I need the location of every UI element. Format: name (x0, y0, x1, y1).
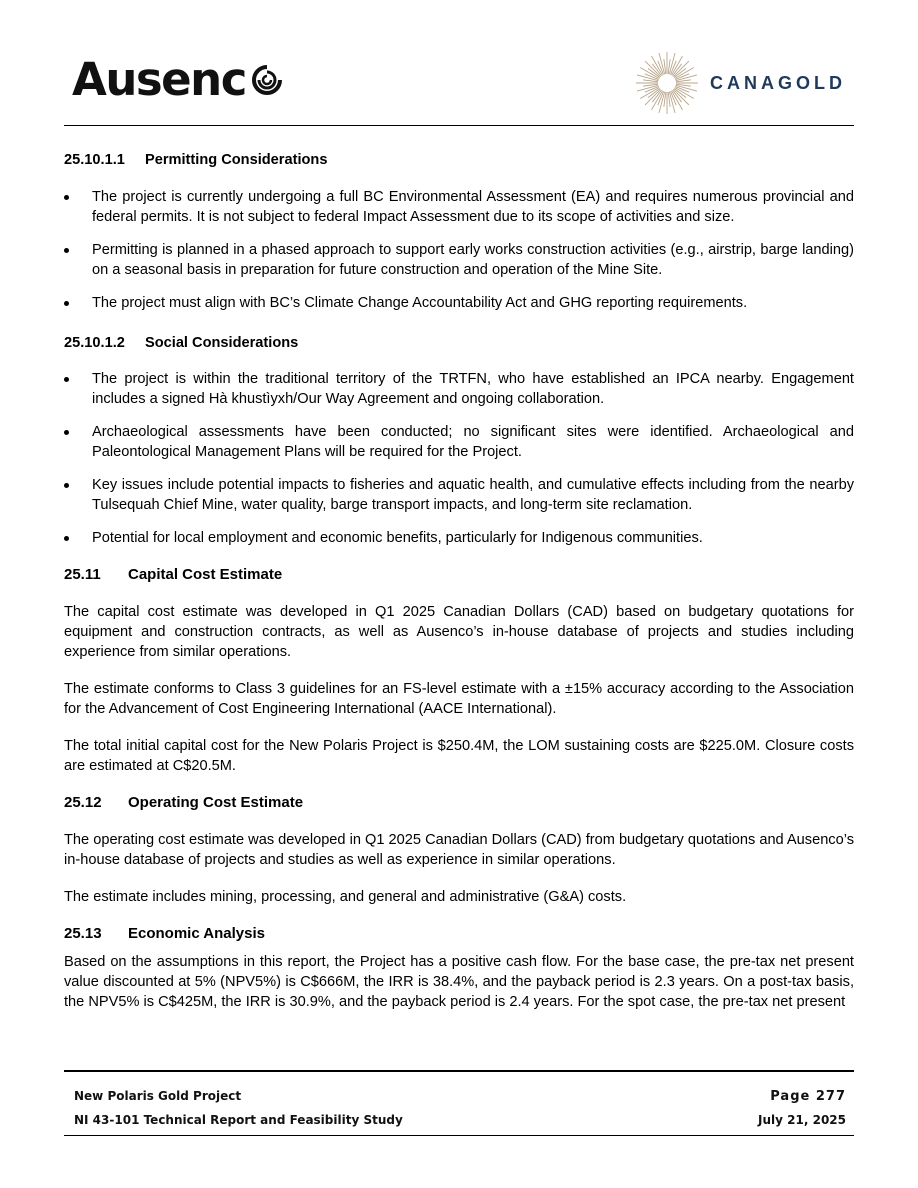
bullet-icon (64, 483, 69, 488)
paragraph: The estimate includes mining, processing, and general and administrative (G&A) costs. (64, 889, 627, 905)
document-body (64, 150, 854, 1012)
page-footer (74, 1084, 846, 1132)
footer-date: July 21, 2025 (758, 1113, 846, 1127)
ausenco-logo-text: Ausenc (72, 53, 246, 106)
section-title: Capital Cost Estimate (128, 566, 283, 583)
paragraph: The estimate conforms to Class 3 guidelines for an FS-level estimate with a ±15% accuracy according to the Association for the Advancement of Cost Engineering International (AACE International). (64, 681, 854, 717)
ausenco-logo (72, 54, 287, 106)
section-heading-social (64, 333, 854, 354)
section-number: 25.11 (64, 566, 101, 583)
paragraph: The total initial capital cost for the New Polaris Project is $250.4M, the LOM sustaining costs are $225.0M. Closure costs are estimated at C$20.5M. (64, 738, 854, 774)
list-item: The project is currently undergoing a full BC Environmental Assessment (EA) and requires numerous provincial and federal permits. It is not subject to federal Impact Assessment due to its scope of activities and size. (64, 187, 854, 227)
footer-report-title: NI 43-101 Technical Report and Feasibility Study (74, 1113, 403, 1127)
sunburst-icon (634, 50, 700, 116)
paragraph: The capital cost estimate was developed in Q1 2025 Canadian Dollars (CAD) based on budgetary quotations for equipment and construction contracts, as well as Ausenco’s in-house database of projects and studies including experience from similar operations. (64, 604, 854, 660)
section-heading-economic-analysis (64, 924, 854, 946)
bullet-icon (64, 301, 69, 306)
section-number: 25.10.1.2 (64, 335, 125, 351)
bullet-icon (64, 430, 69, 435)
bullet-icon (64, 536, 69, 541)
footer-page-number: Page 277 (770, 1088, 846, 1104)
section-heading-operating-cost (64, 793, 854, 815)
footer-rule-bottom (64, 1135, 854, 1136)
bullet-icon (64, 248, 69, 253)
footer-rule-top (64, 1070, 854, 1072)
section-title: Operating Cost Estimate (128, 794, 304, 811)
section-title: Social Considerations (145, 335, 299, 351)
social-bullets (64, 369, 854, 548)
canagold-brand-text: CANAGOLD (710, 72, 846, 93)
list-item: Permitting is planned in a phased approach to support early works construction activities (e.g., airstrip, barge landing) on a seasonal basis in preparation for future construction and operation of the Mine Site. (64, 240, 854, 280)
header-rule (64, 125, 854, 126)
section-title: Economic Analysis (128, 925, 265, 942)
list-item: Key issues include potential impacts to fisheries and aquatic health, and cumulative effects including from the nearby Tulsequah Chief Mine, water quality, barge transport impacts, and long-term site reclamation. (64, 475, 854, 515)
canagold-logo (634, 50, 846, 116)
paragraph: The operating cost estimate was developed in Q1 2025 Canadian Dollars (CAD) from budgetary quotations and Ausenco’s in-house database of projects and studies as well as experience in similar operations. (64, 832, 854, 868)
section-number: 25.12 (64, 794, 102, 811)
list-item: Archaeological assessments have been conducted; no significant sites were identified. Archaeological and Paleontological Management Plans will be required for the Project. (64, 422, 854, 462)
footer-project-name: New Polaris Gold Project (74, 1089, 242, 1103)
page-header (64, 50, 854, 126)
section-number: 25.13 (64, 925, 102, 942)
list-item: The project must align with BC’s Climate Change Accountability Act and GHG reporting requirements. (64, 293, 854, 313)
ausenco-swirl-icon (247, 63, 287, 97)
section-title: Permitting Considerations (145, 152, 328, 168)
section-number: 25.10.1.1 (64, 152, 125, 168)
paragraph: Based on the assumptions in this report, the Project has a positive cash flow. For the base case, the pre-tax net present value discounted at 5% (NPV5%) is C$666M, the IRR is 38.4%, and the payback period is 2.3 years. On a post-tax basis, the NPV5% is C$425M, the IRR is 30.9%, and the payback period is 2.4 years. For the spot case, the pre-tax net present (64, 954, 854, 1010)
section-heading-capital-cost (64, 565, 854, 587)
list-item: Potential for local employment and economic benefits, particularly for Indigenous communities. (64, 528, 854, 548)
section-heading-permitting (64, 150, 854, 171)
list-item: The project is within the traditional territory of the TRTFN, who have established an IPCA nearby. Engagement includes a signed Hà khustìyxh/Our Way Agreement and ongoing collaboration. (64, 369, 854, 409)
bullet-icon (64, 377, 69, 382)
permitting-bullets (64, 187, 854, 313)
bullet-icon (64, 195, 69, 200)
